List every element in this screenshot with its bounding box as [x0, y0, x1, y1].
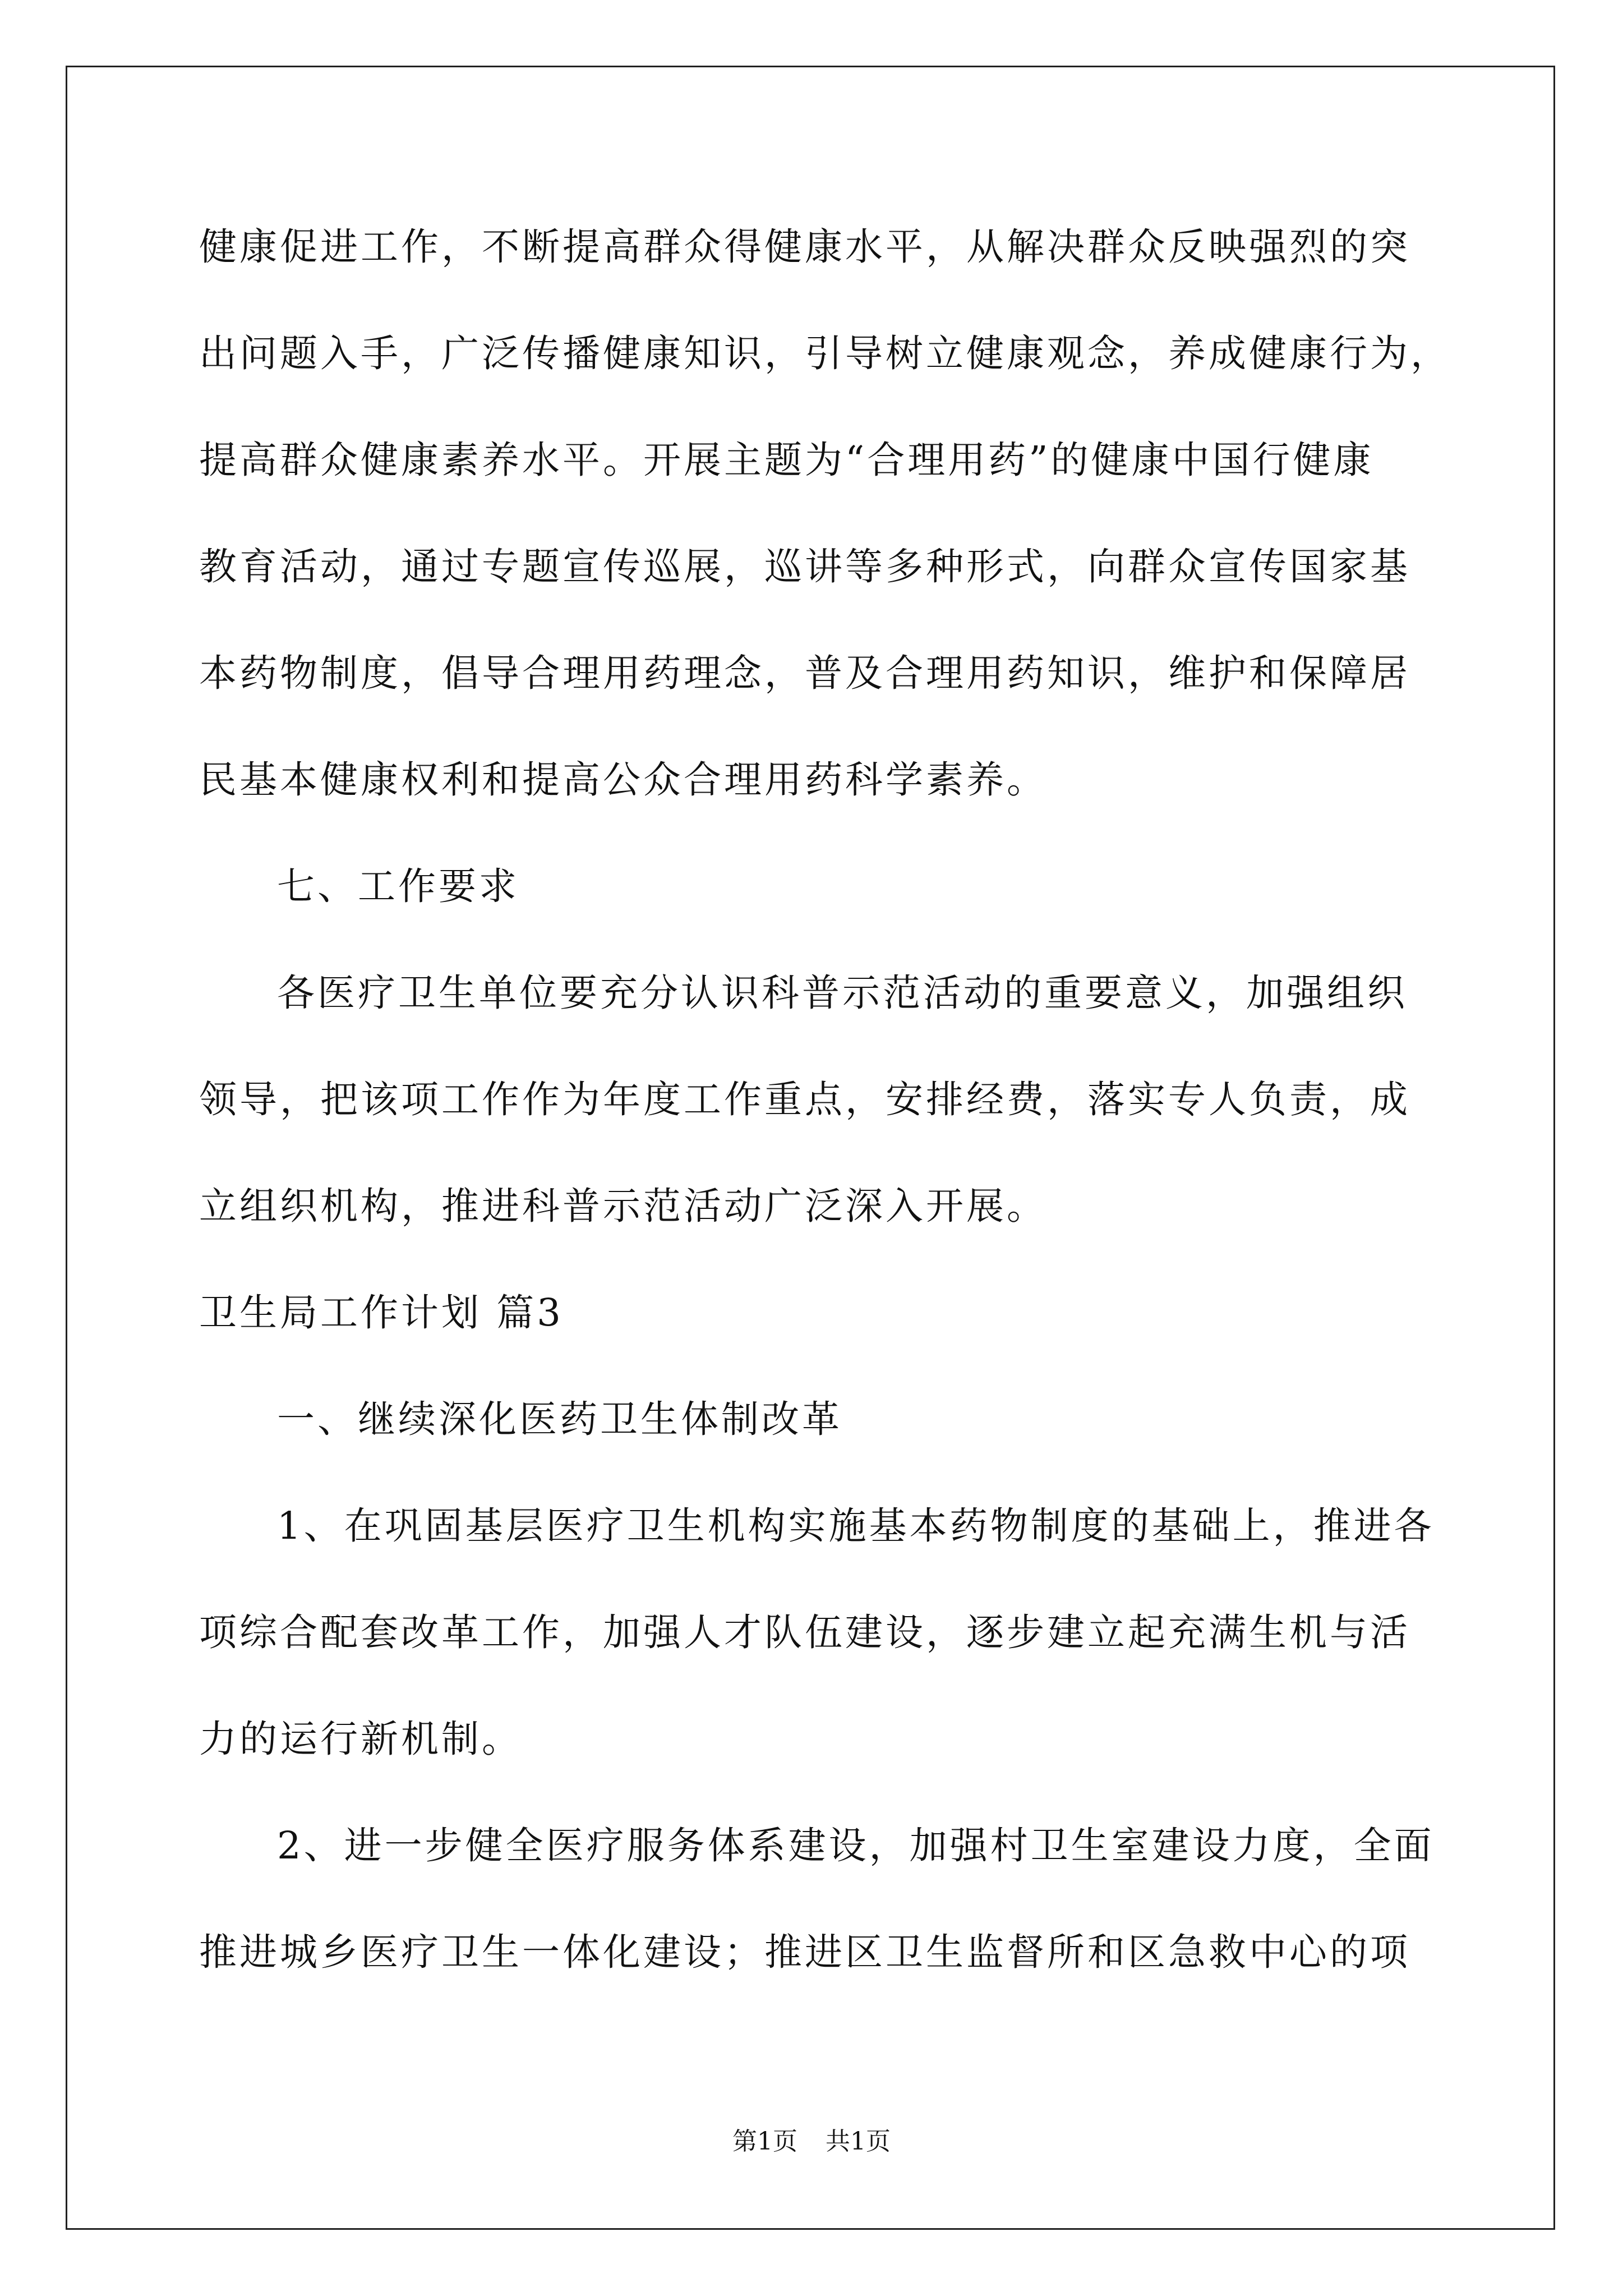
- paragraph-line: 健康促进工作，不断提高群众得健康水平，从解决群众反映强烈的突: [199, 225, 1410, 269]
- paragraph-line: 各医疗卫生单位要充分认识科普示范活动的重要意义，加强组织: [277, 971, 1408, 1015]
- section-heading: 一、继续深化医药卫生体制改革: [277, 1397, 842, 1441]
- page-number: 第1页: [732, 2127, 797, 2156]
- page-border: [66, 66, 1555, 2230]
- article-title: 卫生局工作计划 篇3: [199, 1291, 564, 1335]
- page-total: 共1页: [826, 2127, 891, 2156]
- section-heading: 七、工作要求: [277, 864, 519, 908]
- paragraph-line: 教育活动，通过专题宣传巡展，巡讲等多种形式，向群众宣传国家基: [199, 545, 1410, 588]
- paragraph-line: 1、在巩固基层医疗卫生机构实施基本药物制度的基础上，推进各: [277, 1504, 1435, 1548]
- paragraph-line: 2、进一步健全医疗服务体系建设，加强村卫生室建设力度，全面: [277, 1824, 1435, 1867]
- paragraph-line: 领导，把该项工作作为年度工作重点，安排经费，落实专人负责，成: [199, 1078, 1410, 1121]
- paragraph-line: 民基本健康权利和提高公众合理用药科学素养。: [199, 758, 1047, 802]
- paragraph-line: 出问题入手，广泛传播健康知识，引导树立健康观念，养成健康行为，: [199, 332, 1451, 375]
- paragraph-line: 立组织机构，推进科普示范活动广泛深入开展。: [199, 1184, 1047, 1228]
- paragraph-line: 力的运行新机制。: [199, 1717, 522, 1761]
- paragraph-line: 项综合配套改革工作，加强人才队伍建设，逐步建立起充满生机与活: [199, 1611, 1410, 1654]
- paragraph-line: 推进城乡医疗卫生一体化建设；推进区卫生监督所和区急救中心的项: [199, 1930, 1410, 1974]
- paragraph-line: 提高群众健康素养水平。开展主题为“合理用药”的健康中国行健康: [199, 438, 1374, 482]
- paragraph-line: 本药物制度，倡导合理用药理念，普及合理用药知识，维护和保障居: [199, 651, 1410, 695]
- page-footer: [0, 2126, 1623, 2157]
